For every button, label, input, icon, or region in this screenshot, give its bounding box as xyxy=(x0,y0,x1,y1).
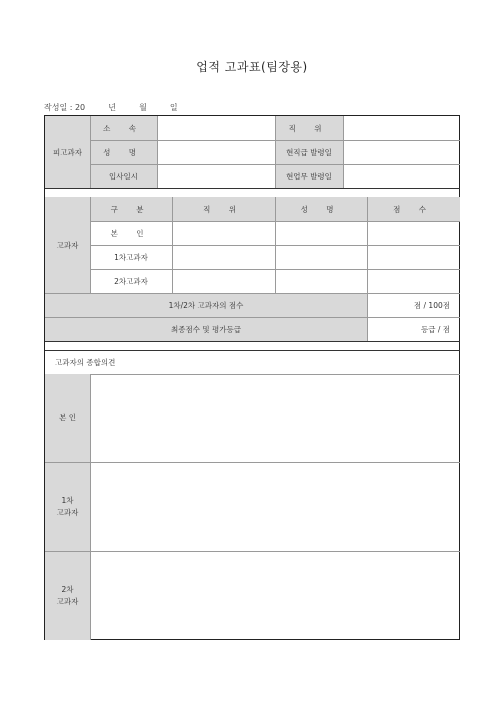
current-duty-date-label: 현업무 발령일 xyxy=(286,171,332,181)
header-score: 점 수 xyxy=(393,204,434,214)
department-label: 소 속 xyxy=(103,123,144,133)
date-line xyxy=(44,102,178,113)
combined-score-value[interactable]: 점 / 100점 xyxy=(413,300,450,310)
name-label: 성 명 xyxy=(103,147,144,157)
opinion-first-evaluator-label xyxy=(45,462,90,551)
hire-date-label: 입사일시 xyxy=(109,171,138,181)
current-rank-date-field[interactable] xyxy=(343,140,460,164)
department-field[interactable] xyxy=(157,116,275,140)
header-name: 성 명 xyxy=(300,204,342,214)
opinion-second-evaluator-label-line2: 고과자 xyxy=(56,596,79,606)
opinion-second-evaluator-field[interactable] xyxy=(90,551,460,640)
final-grade-value[interactable]: 등급 / 점 xyxy=(420,324,450,334)
header-position: 직 위 xyxy=(203,204,244,214)
date-day-label: 일 xyxy=(169,103,178,112)
row-first-evaluator-label: 1차고과자 xyxy=(114,252,148,262)
date-label: 작성일 : 20 xyxy=(44,103,86,112)
row-self-position[interactable] xyxy=(172,221,275,245)
row-second-evaluator-score[interactable] xyxy=(367,269,460,293)
date-year-label: 년 xyxy=(108,103,116,112)
combined-score-label: 1차/2차 고과자의 점수 xyxy=(168,300,244,310)
form-title: 업적 고과표(팀장용) xyxy=(196,60,308,74)
opinion-self-label xyxy=(45,374,90,462)
opinion-first-evaluator-label-line1: 1차 xyxy=(61,495,74,505)
position-label: 직 위 xyxy=(288,123,330,133)
row-first-evaluator-score[interactable] xyxy=(367,245,460,269)
hire-date-field[interactable] xyxy=(157,164,275,188)
evaluator-group-label: 고과자 xyxy=(56,240,79,250)
examinee-group-label: 피고과자 xyxy=(53,147,82,157)
overall-opinion-header: 고과자의 종합의견 xyxy=(55,357,116,367)
final-grade-label: 최종점수 및 평가등급 xyxy=(171,324,241,334)
row-first-evaluator-name[interactable] xyxy=(275,245,367,269)
row-self-label: 본 인 xyxy=(110,228,152,238)
row-second-evaluator-name[interactable] xyxy=(275,269,367,293)
name-field[interactable] xyxy=(157,140,275,164)
position-field[interactable] xyxy=(343,116,460,140)
row-self-name[interactable] xyxy=(275,221,367,245)
opinion-self-label-line1: 본 인 xyxy=(59,413,76,422)
opinion-first-evaluator-label-line2: 고과자 xyxy=(56,507,79,517)
row-self-score[interactable] xyxy=(367,221,460,245)
row-first-evaluator-position[interactable] xyxy=(172,245,275,269)
row-second-evaluator-position[interactable] xyxy=(172,269,275,293)
evaluation-form xyxy=(44,115,460,640)
opinion-second-evaluator-label xyxy=(45,551,90,640)
opinion-self-field[interactable] xyxy=(90,374,460,462)
date-month-label: 월 xyxy=(139,103,147,112)
current-rank-date-label: 현직급 발령일 xyxy=(286,147,332,157)
opinion-first-evaluator-field[interactable] xyxy=(90,462,460,551)
opinion-second-evaluator-label-line1: 2차 xyxy=(61,584,74,594)
row-second-evaluator-label: 2차고과자 xyxy=(114,276,148,286)
header-category: 구 분 xyxy=(110,204,152,214)
current-duty-date-field[interactable] xyxy=(343,164,460,188)
